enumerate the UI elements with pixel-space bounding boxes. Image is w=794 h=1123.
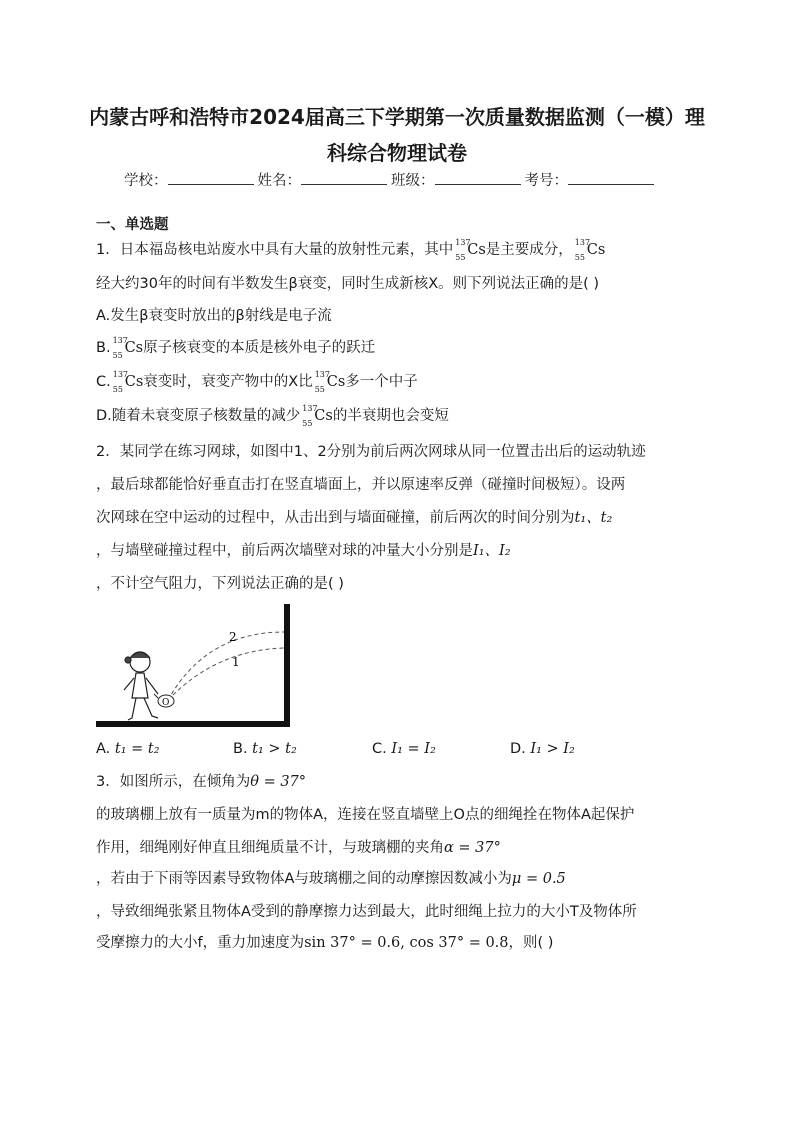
cs137-nuclide: 137 55	[455, 238, 471, 262]
page-title-line2: 科综合物理试卷	[327, 141, 467, 165]
q2-option-d[interactable]: D. I₁ > I₂	[510, 741, 575, 757]
q1-option-b[interactable]: B. 137 55 Cs原子核衰变的本质是核外电子的跃迁	[96, 336, 376, 360]
q2-line2: ，最后球都能恰好垂直击打在竖直墙面上，并以原速率反弹（碰撞时间极短）。设两	[96, 477, 626, 493]
q1-option-a[interactable]: A.发生β衰变时放出的β射线是电子流	[96, 308, 332, 324]
name-label: 姓名：	[257, 173, 301, 189]
student-info-row	[124, 170, 658, 191]
exam-number-label: 考号：	[524, 173, 568, 189]
ground	[96, 721, 290, 727]
trajectory-2	[168, 632, 284, 700]
class-blank[interactable]	[435, 170, 521, 185]
page-title-line1: 内蒙古呼和浩特市2024届高三下学期第一次质量数据监测（一模）理	[89, 105, 705, 129]
q1-option-d[interactable]: D.随着未衰变原子核数量的减少 137 55 Cs的半衰期也会变短	[96, 404, 449, 428]
school-label: 学校：	[124, 173, 168, 189]
girl-player-icon	[124, 652, 158, 720]
q3-line1: 3．如图所示，在倾角为θ = 37°	[96, 774, 307, 790]
q1-line1: 1．日本福岛核电站废水中具有大量的放射性元素，其中 137 55 Cs是主要成分， 137 55 Cs	[96, 238, 606, 262]
q2-option-c[interactable]: C. I₁ = I₂	[372, 741, 436, 757]
q2-line5: ，不计空气阻力，下列说法正确的是( )	[96, 576, 344, 592]
q3-line2: 的玻璃棚上放有一质量为m的物体A，连接在竖直墙壁上O点的细绳拴在物体A起保护	[96, 807, 635, 823]
section-heading: 一、单选题	[96, 217, 169, 233]
q2-option-b[interactable]: B. t₁ > t₂	[233, 741, 297, 757]
cs137-nuclide: 137 55	[574, 238, 591, 262]
q3-line5: ，导致细绳张紧且物体A受到的静摩擦力达到最大，此时细绳上拉力的大小T及物体所	[96, 904, 637, 920]
name-blank[interactable]	[301, 170, 387, 185]
q1-option-c[interactable]: C. 137 55 Cs衰变时，衰变产物中的X比 137 55 Cs多一个中子	[96, 370, 418, 394]
q2-line1: 2．某同学在练习网球，如图中1、2分别为前后两次网球从同一位置击出后的运动轨迹	[96, 444, 646, 460]
q3-line4: ，若由于下雨等因素导致物体A与玻璃棚之间的动摩擦因数减小为μ = 0.5	[96, 871, 566, 887]
q2-option-a[interactable]: A. t₁ = t₂	[96, 741, 160, 757]
wall	[284, 604, 290, 727]
q3-line3: 作用，细绳刚好伸直且细绳质量不计，与玻璃棚的夹角α = 37°	[96, 840, 501, 856]
trajectory-1	[168, 648, 284, 700]
q3-line6: 受摩擦力的大小f，重力加速度为sin 37° = 0.6, cos 37° = 0.8，则( )	[96, 935, 554, 951]
label-1: 1	[232, 655, 240, 669]
point-o-label: O	[162, 698, 170, 708]
q2-line3: 次网球在空中运动的过程中，从击出到与墙面碰撞，前后两次的时间分别为t₁、t₂	[96, 510, 613, 526]
tennis-trajectory-figure	[96, 602, 296, 730]
school-blank[interactable]	[168, 170, 254, 185]
q2-line4: ，与墙壁碰撞过程中，前后两次墙壁对球的冲量大小分别是I₁、I₂	[96, 543, 511, 559]
exam-number-blank[interactable]	[568, 170, 654, 185]
label-2: 2	[229, 630, 237, 644]
q1-line2: 经大约30年的时间有半数发生β衰变，同时生成新核X。则下列说法正确的是( )	[96, 276, 600, 292]
class-label: 班级：	[391, 173, 435, 189]
